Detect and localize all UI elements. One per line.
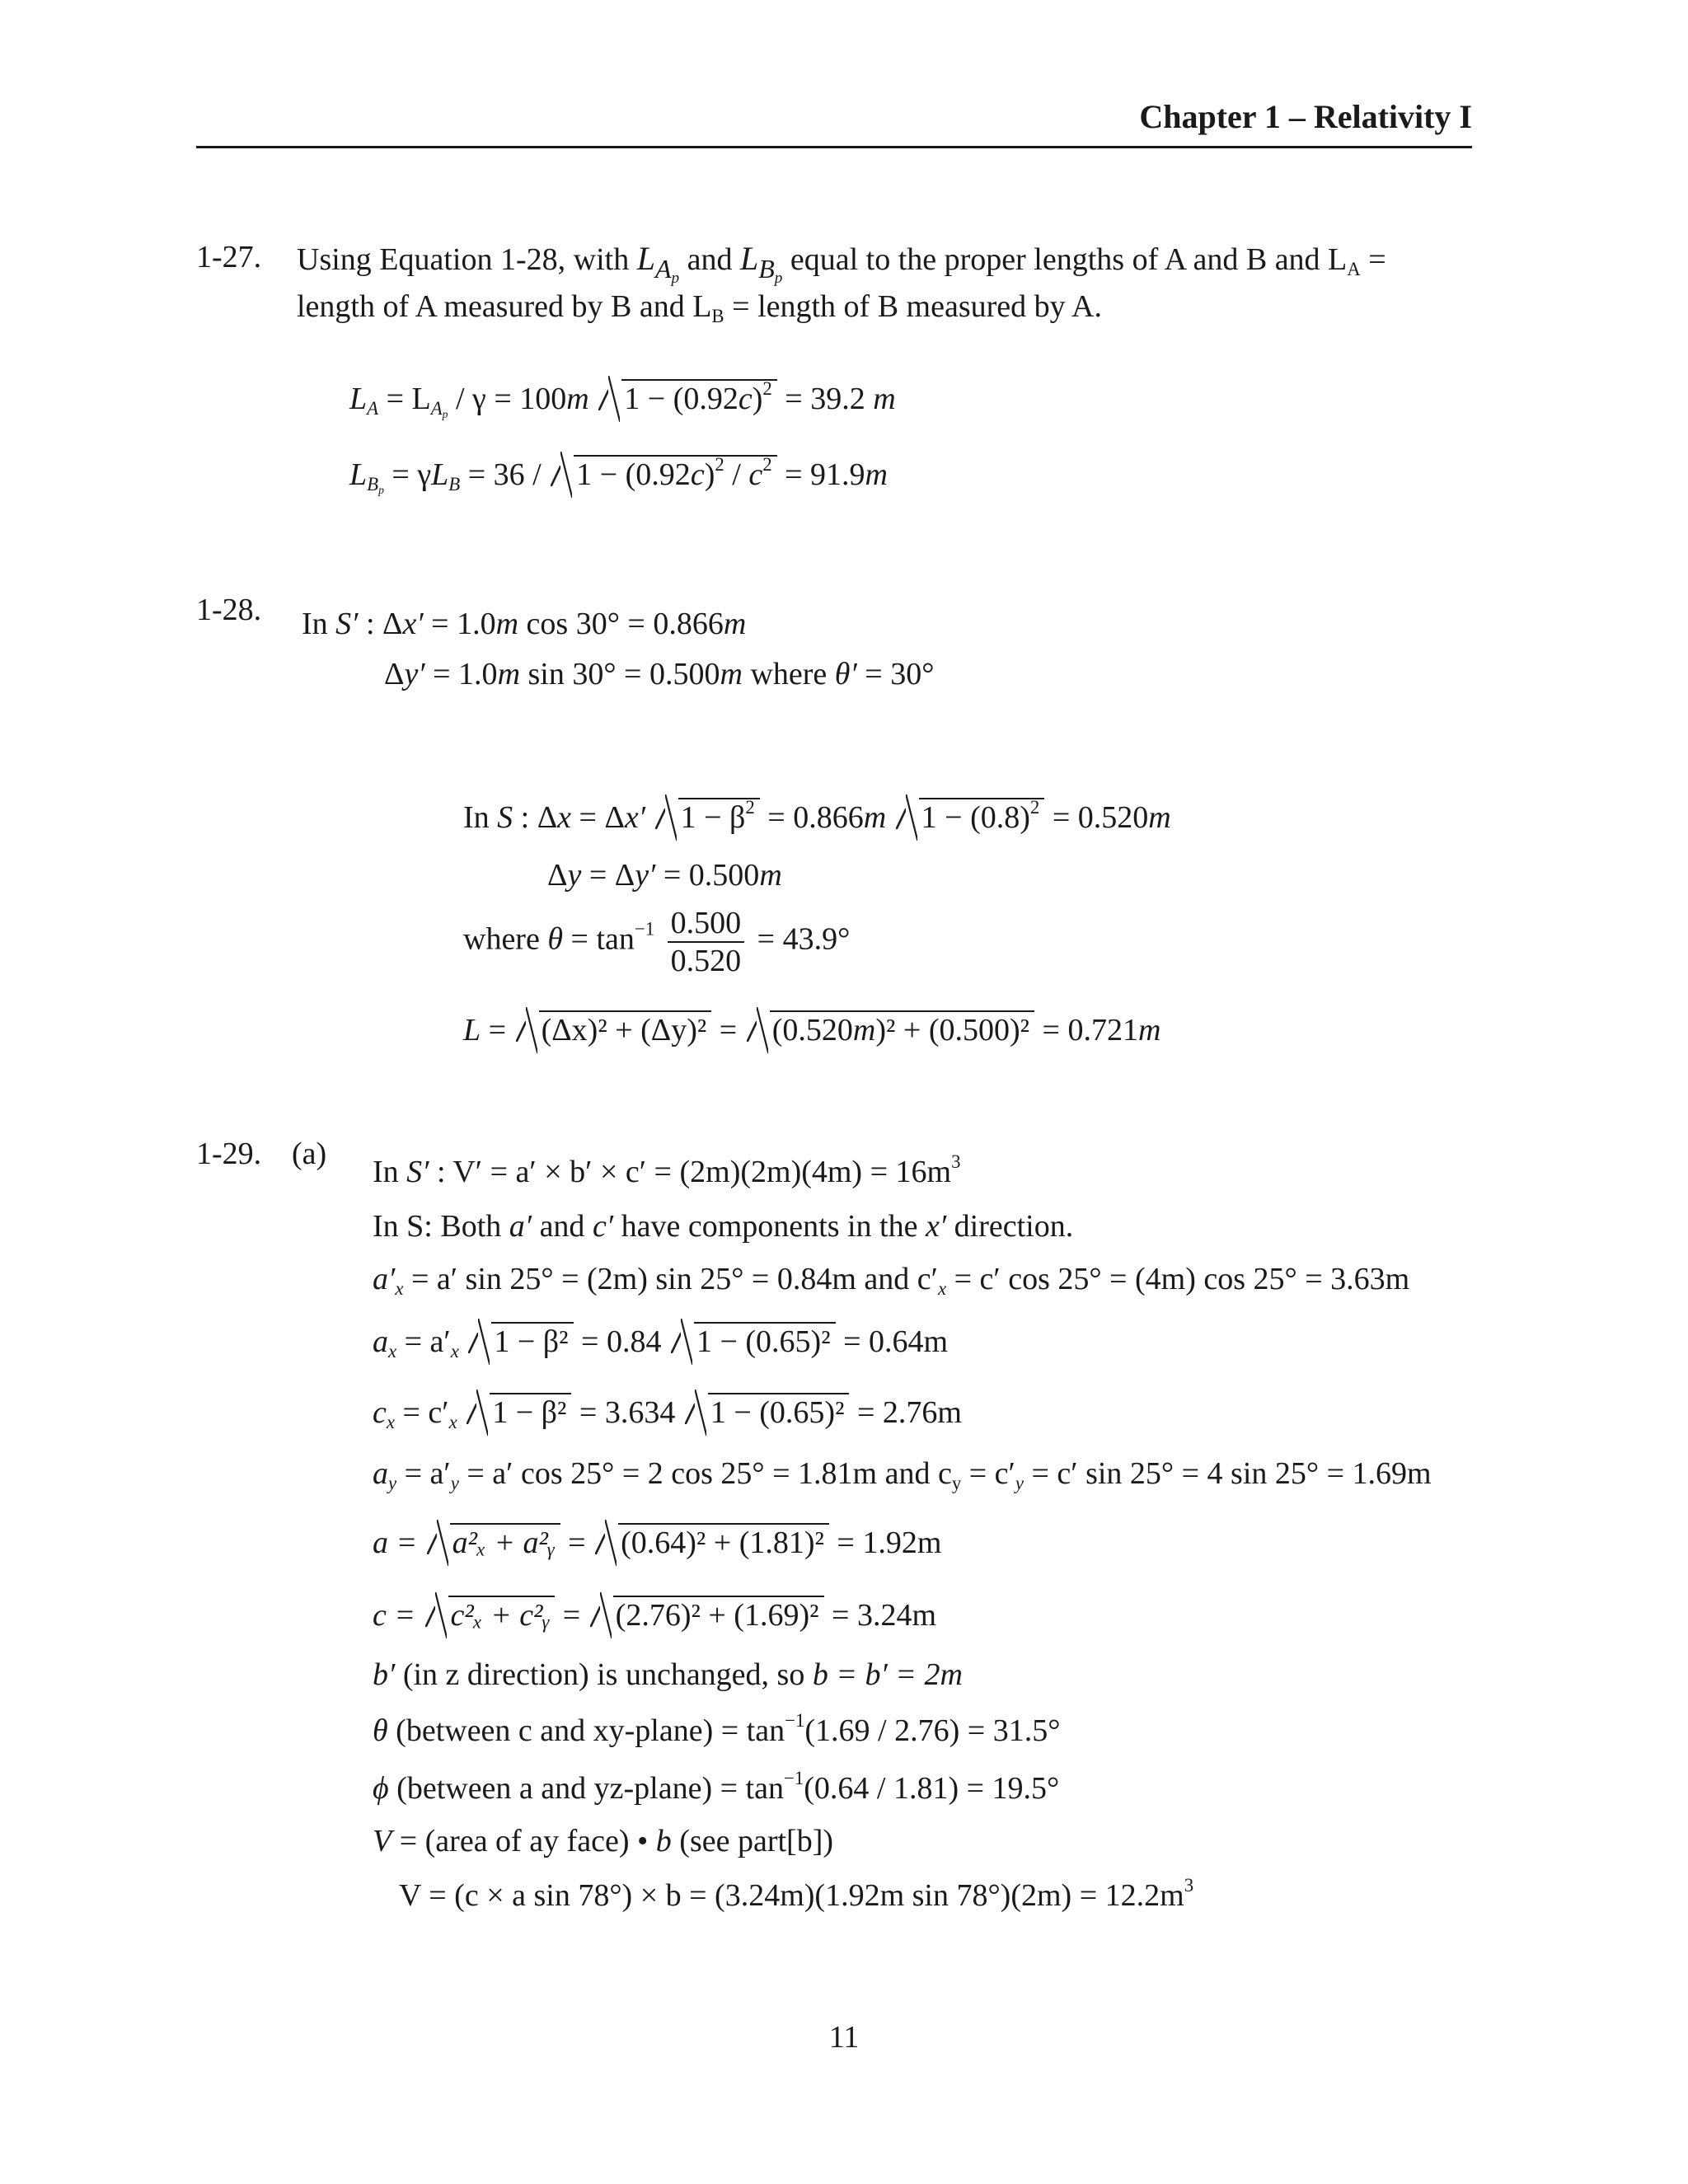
equation-1-29-line2: In S: Both a′ and c′ have components in the x′ direction.	[373, 1209, 1074, 1244]
problem-1-27-text-line1: Using Equation 1-28, with $L_{A_p}$ and $L_{B_p}$ equal to the proper lengths of A and B and $L_A$ =	[297, 240, 1386, 287]
problem-1-28-number: 1-28.	[196, 593, 262, 627]
equation-1-29-line8: c = c²ₓ + c²ᵧ = (2.76)² + (1.69)² = 3.24m	[373, 1596, 936, 1633]
equation-1-29-line7: a = a²ₓ + a²ᵧ = (0.64)² + (1.81)² = 1.92m	[373, 1523, 941, 1561]
equation-1-28-line6: L = (Δx)² + (Δy)² = (0.520m)² + (0.500)² = 0.721m	[463, 1010, 1160, 1048]
equation-1-29-line4: $a_x = a'_x$ 1 − β² = 0.84 1 − (0.65)² = 0.64m	[373, 1322, 948, 1360]
equation-1-29-line9: b′ (in z direction) is unchanged, so b = b′ = 2m	[373, 1657, 963, 1692]
problem-1-29-number: 1-29.	[196, 1137, 262, 1171]
problem-1-27-text-line2: length of A measured by B and $L_B$ = length of B measured by A.	[297, 289, 1102, 326]
equation-1-28-line4: Δy = Δy′ = 0.500m	[547, 858, 782, 893]
problem-1-27-number: 1-27.	[196, 240, 262, 274]
equation-1-29-line5: $c_x = c'_x$ 1 − β² = 3.634 1 − (0.65)² = 2.76m	[373, 1393, 962, 1431]
equation-1-28-line2: Δy′ = 1.0m sin 30° = 0.500m where θ′ = 30°	[384, 657, 935, 691]
chapter-title: Chapter 1 – Relativity I	[1139, 98, 1472, 135]
equation-1-29-line1: In S′ : $V' = a' \times b' \times c' = (2m)(2m)(4m) = 16m^3$	[373, 1151, 961, 1189]
page-number: 11	[828, 2020, 860, 2055]
equation-1-29-line13: V = (c × a sin 78°) × b = (3.24m)(1.92m $\sin 78^\circ)(2m) = 12.2m^3$	[399, 1874, 1194, 1913]
equation-1-29-line6: $a_y = a'_y = a'$ cos 25° = 2 cos 25° = 1.81m and $c_y = c'_y = c'$ sin 25° = 4 sin 25° = 1.69m	[373, 1456, 1432, 1493]
equation-1-28-line5: where $\theta = \tan^{-1}$ $\frac{0.500}{0.520}$ = 43.9°	[463, 906, 851, 978]
equation-1-29-line11: ϕ (between a and yz-plane) = $\tan^{-1}(0.64 / 1.81) = 19.5^\circ$	[373, 1767, 1060, 1806]
problem-1-29-part: (a)	[292, 1137, 327, 1171]
equation-1-29-line12: V = (area of ay face) • b (see part[b])	[373, 1824, 834, 1858]
equation-1-27-length-a: $L_A = L_{A_p} / \gamma = 100m$ $1 - (0.92c)^2 = 39.2$ m	[349, 377, 896, 420]
equation-1-27-length-b: $L_{B_p} = \gamma L_B = 36 / 1 - (0.92c)^2 / c^2 = 91.9m$	[349, 453, 888, 496]
equation-1-29-line10: θ (between c and xy-plane) = $\tan^{-1}(1.69 / 2.76) = 31.5^\circ$	[373, 1709, 1061, 1748]
equation-1-29-line3: $a'_x = a'$ sin 25° = (2m) sin 25° = 0.84m and $c'_x = c'$ cos 25° = (4m) cos 25° = 3.63m	[373, 1262, 1410, 1299]
equation-1-28-line1: In S′ : Δx′ = 1.0m cos 30° = 0.866m	[302, 607, 747, 641]
equation-1-28-line3: In S : Δx = Δx′ $1 - \beta^2 = 0.866m$ $1 - (0.8)^2 = 0.520m$	[463, 796, 1171, 835]
header-rule	[196, 146, 1472, 148]
